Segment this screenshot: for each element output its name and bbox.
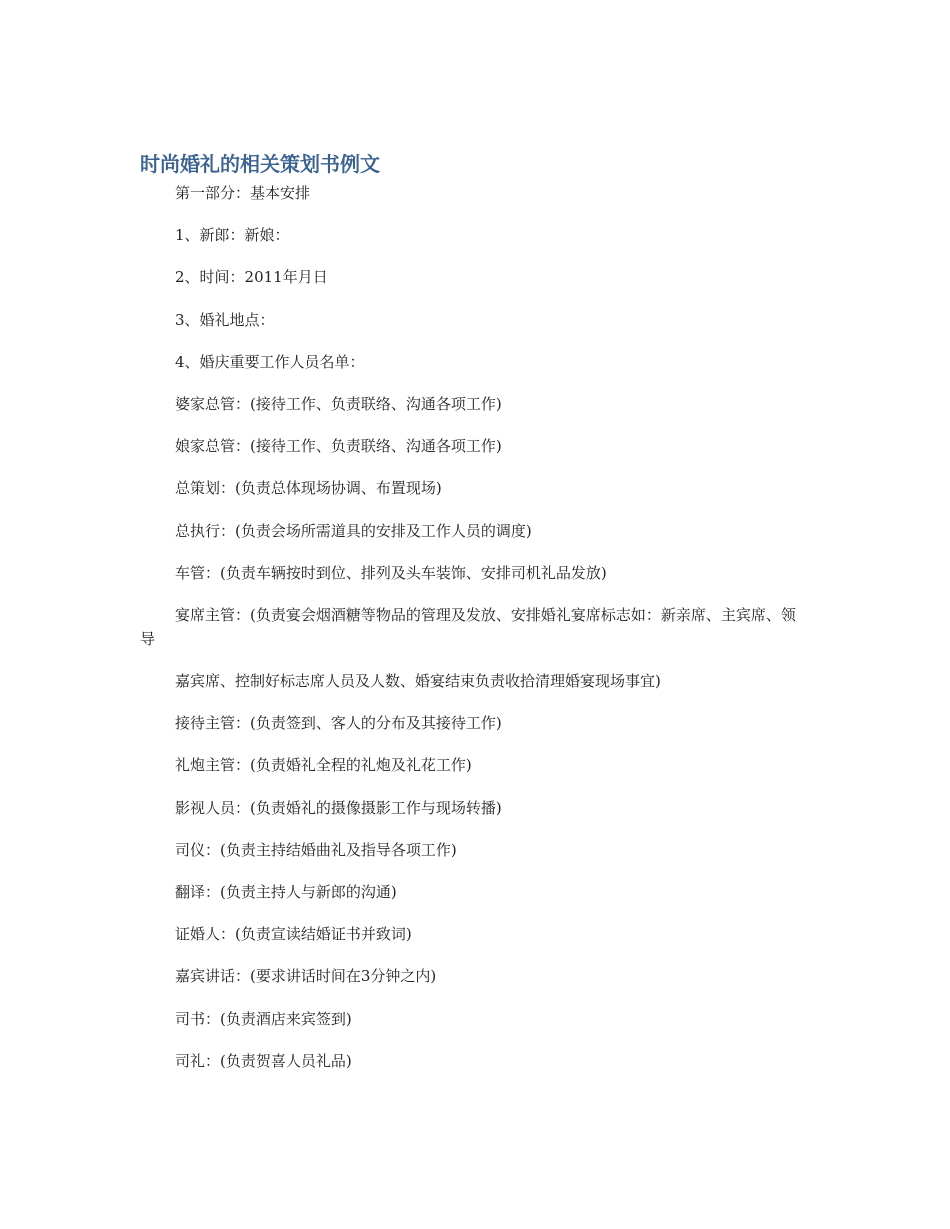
paragraph-chief-executor: 总执行：(负责会场所需道具的安排及工作人员的调度) <box>175 521 532 540</box>
document-body <box>140 181 804 1091</box>
paragraph-gift-keeper: 司礼：(负责贺喜人员礼品) <box>175 1051 352 1070</box>
paragraph-time: 2、时间：2011年月日 <box>175 268 328 287</box>
paragraph-groom-family-manager: 婆家总管：(接待工作、负责联络、沟通各项工作) <box>175 394 502 413</box>
paragraph-venue: 3、婚礼地点： <box>175 310 275 329</box>
paragraph-groom-bride: 1、新郎：新娘： <box>175 226 290 245</box>
paragraph-section-heading: 第一部分：基本安排 <box>175 184 311 202</box>
paragraph-bride-family-manager: 娘家总管：(接待工作、负责联络、沟通各项工作) <box>175 437 502 456</box>
paragraph-staff-list: 4、婚庆重要工作人员名单： <box>175 352 365 371</box>
paragraph-guest-speech: 嘉宾讲话：(要求讲话时间在3分钟之内) <box>175 967 437 986</box>
document-title: 时尚婚礼的相关策划书例文 <box>140 152 380 176</box>
paragraph-banquet-manager-continued: 嘉宾席、控制好标志席人员及人数、婚宴结束负责收拾清理婚宴现场事宜) <box>175 672 661 691</box>
paragraph-registrar: 司书：(负责酒店来宾签到) <box>175 1009 352 1028</box>
paragraph-reception-manager: 接待主管：(负责签到、客人的分布及其接待工作) <box>175 714 502 733</box>
paragraph-vehicle-manager: 车管：(负责车辆按时到位、排列及头车装饰、安排司机礼品发放) <box>175 563 607 582</box>
paragraph-translator: 翻译：(负责主持人与新郎的沟通) <box>175 883 397 901</box>
paragraph-witness: 证婚人：(负责宣读结婚证书并致词) <box>175 925 412 944</box>
paragraph-fireworks-manager: 礼炮主管：(负责婚礼全程的礼炮及礼花工作) <box>175 756 472 775</box>
paragraph-mc: 司仪：(负责主持结婚曲礼及指导各项工作) <box>175 840 457 859</box>
paragraph-video-staff: 影视人员：(负责婚礼的摄像摄影工作与现场转播) <box>175 798 502 817</box>
paragraph-chief-planner: 总策划：(负责总体现场协调、布置现场) <box>175 479 442 498</box>
paragraph-banquet-manager: 宴席主管：(负责宴会烟酒糖等物品的管理及发放、安排婚礼宴席标志如：新亲席、主宾席、领导 <box>140 605 796 648</box>
